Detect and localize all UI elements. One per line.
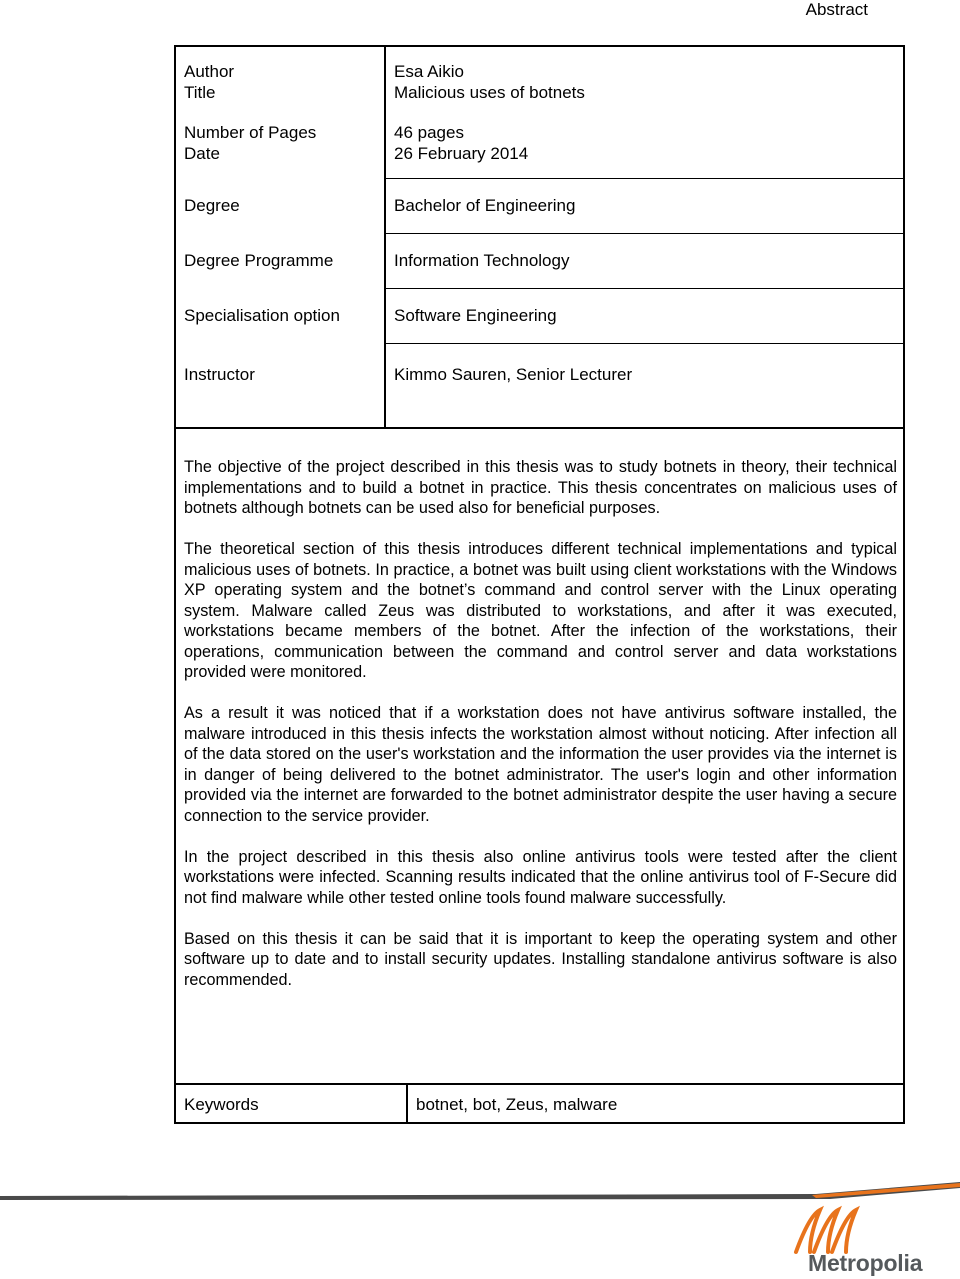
instructor-label: Instructor <box>184 365 255 384</box>
specialisation-value: Software Engineering <box>394 306 557 325</box>
abstract-paragraph: The theoretical section of this thesis introduces different technical implementations and typical malicious uses of botnets. In practice, a botnet was built using client workstations with the Windows XP operating system and the botnet’s command and control server with the Linux operating system. Malware called Zeus was distributed to workstations, and after it was executed, workstations became members of the botnet. After the infection of the workstations, their operations, communication between the command and control server and data workstations provided were monitored. <box>184 540 897 681</box>
programme-value: Information Technology <box>394 251 570 270</box>
author-label: Author <box>184 62 235 81</box>
abstract-paragraph: Based on this thesis it can be said that it is important to keep the operating system and other software up to date and to install security updates. Installing standalone antivirus software is also recommended. <box>184 929 897 989</box>
section-label: Abstract <box>805 0 868 19</box>
footer-orange-accent <box>812 1183 960 1198</box>
row-divider <box>386 233 903 234</box>
logo-wordmark: Metropolia <box>808 1250 923 1276</box>
row-divider <box>386 343 903 344</box>
abstract-body <box>184 457 897 1011</box>
instructor-value: Kimmo Sauren, Senior Lecturer <box>394 365 633 384</box>
row-divider <box>386 288 903 289</box>
pages-label: Number of Pages <box>184 123 317 142</box>
keywords-value: botnet, bot, Zeus, malware <box>416 1095 618 1114</box>
author-value: Esa Aikio <box>394 62 464 81</box>
column-divider <box>406 1085 408 1124</box>
degree-label: Degree <box>184 196 240 215</box>
programme-label: Degree Programme <box>184 251 334 270</box>
keywords-row <box>176 1083 903 1124</box>
abstract-paragraph: The objective of the project described in this thesis was to study botnets in theory, their technical implementations and to build a botnet in practice. This thesis concentrates on malicious uses of botnets although botnets can be used also for beneficial purposes. <box>184 458 897 517</box>
column-divider <box>384 47 386 427</box>
date-value: 26 February 2014 <box>394 143 529 163</box>
date-label: Date <box>184 143 220 163</box>
abstract-form <box>174 45 905 1124</box>
specialisation-label: Specialisation option <box>184 306 340 325</box>
row-divider <box>386 178 903 179</box>
title-value: Malicious uses of botnets <box>394 82 585 102</box>
metadata-table <box>176 47 903 429</box>
title-label: Title <box>184 82 216 102</box>
degree-value: Bachelor of Engineering <box>394 196 576 215</box>
pages-value: 46 pages <box>394 123 464 142</box>
abstract-paragraph: As a result it was noticed that if a workstation does not have antivirus software installed, the malware introduced in this thesis infects the workstation almost without noticing. After infection all of the data stored on the user's workstation and the information the user provides via the internet is in danger of being delivered to the botnet administrator. The user's login and other information provided via the internet are forwarded to the botnet administrator despite the user having a secure connection to the service provider. <box>184 704 897 825</box>
abstract-paragraph: In the project described in this thesis also online antivirus tools were tested after the client workstations were infected. Scanning results indicated that the online antivirus tool of F-Secure did not find malware while other tested online tools found malware successfully. <box>184 847 897 907</box>
keywords-label: Keywords <box>184 1095 259 1114</box>
